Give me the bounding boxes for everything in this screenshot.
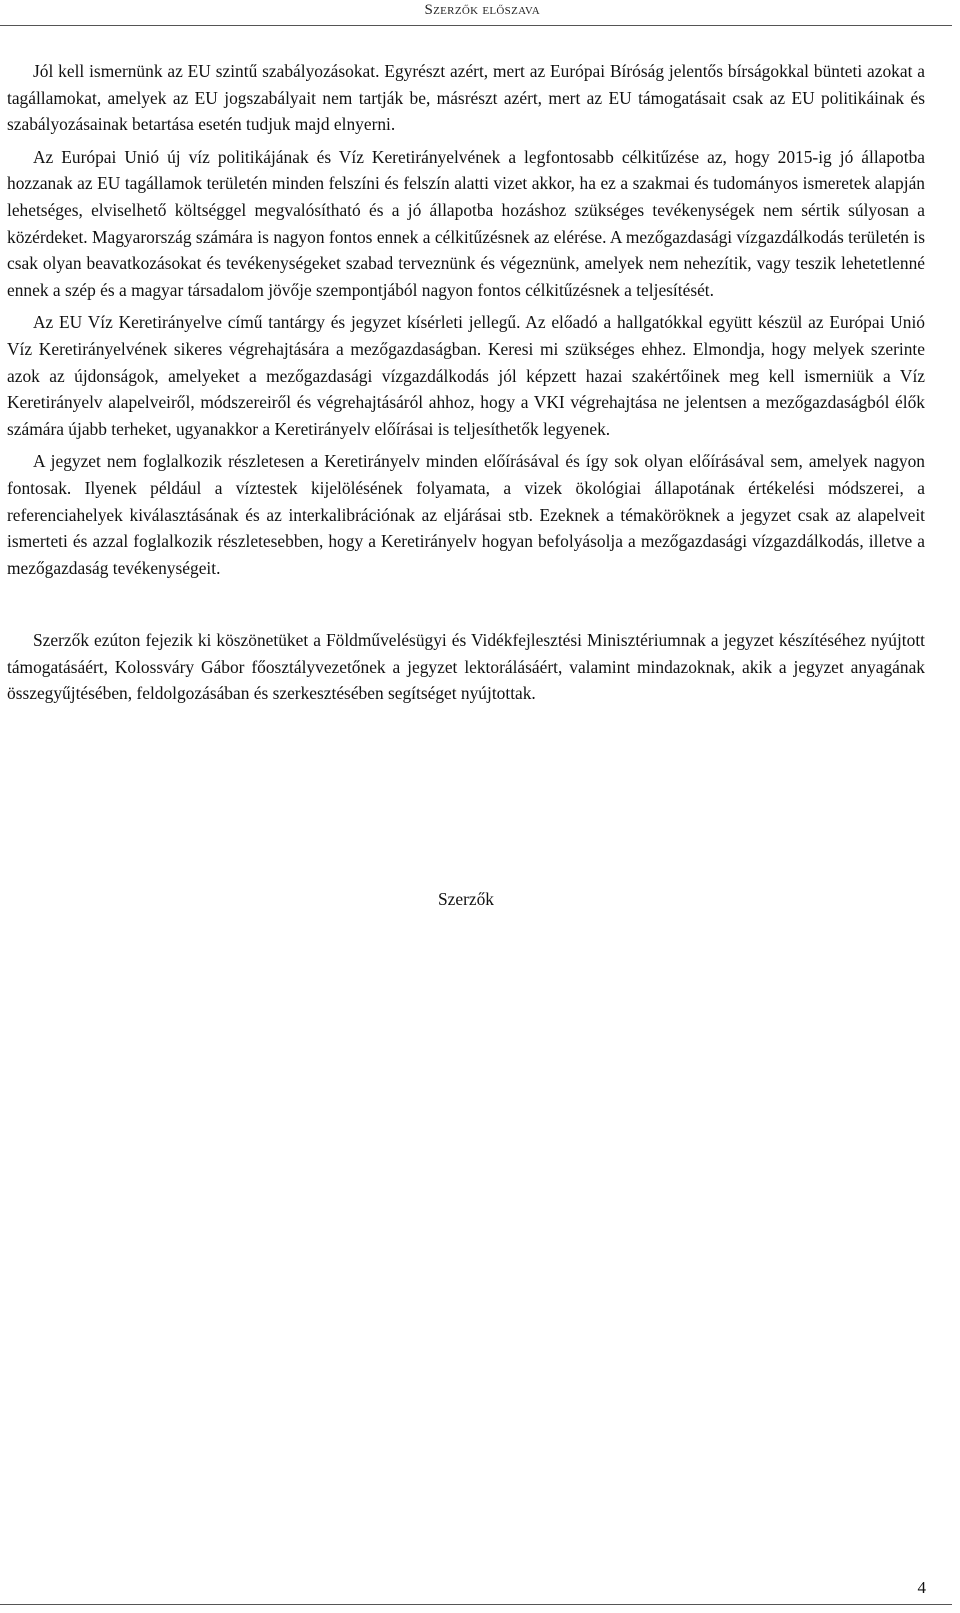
footer-rule	[0, 1604, 952, 1605]
running-header	[0, 0, 952, 22]
paragraph-eu-regulations: Jól kell ismernünk az EU szintű szabályozásokat. Egyrészt azért, mert az Európai Bíróság jelentős bírságokkal bünteti azokat a tagállamokat, amelyek az EU jogszabályait nem tartják be, másrészt azért, mert az EU támogatásait csak az EU politikáinak és szabályozásainak betartása esetén tudjuk majd elnyerni.	[7, 61, 925, 135]
authors-signature: Szerzők	[437, 889, 494, 909]
paragraph-course-description: Az EU Víz Keretirányelve című tantárgy és jegyzet kísérleti jellegű. Az előadó a hallgatókkal együtt készül az Európai Unió Víz Keretirányelvének sikeres végrehajtására a mezőgazdaságban. Keresi mi szükséges ehhez. Elmondja, hogy melyek szerinte azok az újdonságok, amelyeket a mezőgazdasági vízgazdálkodás jól képzett hazai szakértőinek meg kell ismerniük a Víz Keretirányelv alapelveiről, módszereiről és végrehajtásáról ahhoz, hogy a VKI végrehajtása ne jelentsen a mezőgazdaságból élők számára újabb terheket, ugyanakkor a Keretirányelv előírásai is teljesíthetők legyenek.	[7, 312, 925, 439]
paragraph-water-framework-goal: Az Európai Unió új víz politikájának és Víz Keretirányelvének a legfontosabb célkitűzése az, hogy 2015-ig jó állapotba hozzanak az EU tagállamok területén minden felszíni és felszín alatti vizet akkor, ha ez a szakmai és tudományos ismeretek alapján lehetséges, elviselhető költséggel megvalósítható és a jó állapotba hozáshoz szükséges tevékenységek nem sértik súlyosan a közérdeket. Magyarország számára is nagyon fontos ennek a célkitűzésnek az elérése. A mezőgazdasági vízgazdálkodás területén is csak olyan beavatkozásokat és tevékenységeket szabad terveznünk és végeznünk, amelyek nem nehezítik, vagy teszik lehetetlenné ennek a szép és a magyar társadalom jövője szempontjából nagyon fontos célkitűzésnek a teljesítését.	[7, 146, 925, 300]
paragraph-acknowledgements: Szerzők ezúton fejezik ki köszönetüket a Földművelésügyi és Vidékfejlesztési Minisztériumnak a jegyzet készítéséhez nyújtott támogatásáért, Kolossváry Gábor főosztályvezetőnek a jegyzet lektorálásáért, valamint mindazoknak, akik a jegyzet anyagának összegyűjtésében, feldolgozásában és szerkesztésében segítséget nyújtottak.	[7, 630, 925, 704]
page-number: 4	[917, 1578, 926, 1597]
paragraph-scope-note: A jegyzet nem foglalkozik részletesen a Keretirányelv minden előírásával és így sok olyan előírásával sem, amelyek nagyon fontosak. Ilyenek például a víztestek kijelölésének folyamata, a vizek ökológiai állapotának értékelési módszerei, a referenciahelyek kiválasztásának és az interkalibrációnak az eljárásai stb. Ezeknek a témaköröknek a jegyzet csak az alapelveit ismerteti és azzal foglalkozik részletesebben, hogy a Keretirányelv hogyan befolyásolja a mezőgazdasági vízgazdálkodás, illetve a mezőgazdaság tevékenységeit.	[7, 451, 925, 578]
preface-body	[7, 58, 925, 713]
running-title: Szerzők előszava	[424, 2, 540, 18]
header-rule	[0, 25, 952, 26]
